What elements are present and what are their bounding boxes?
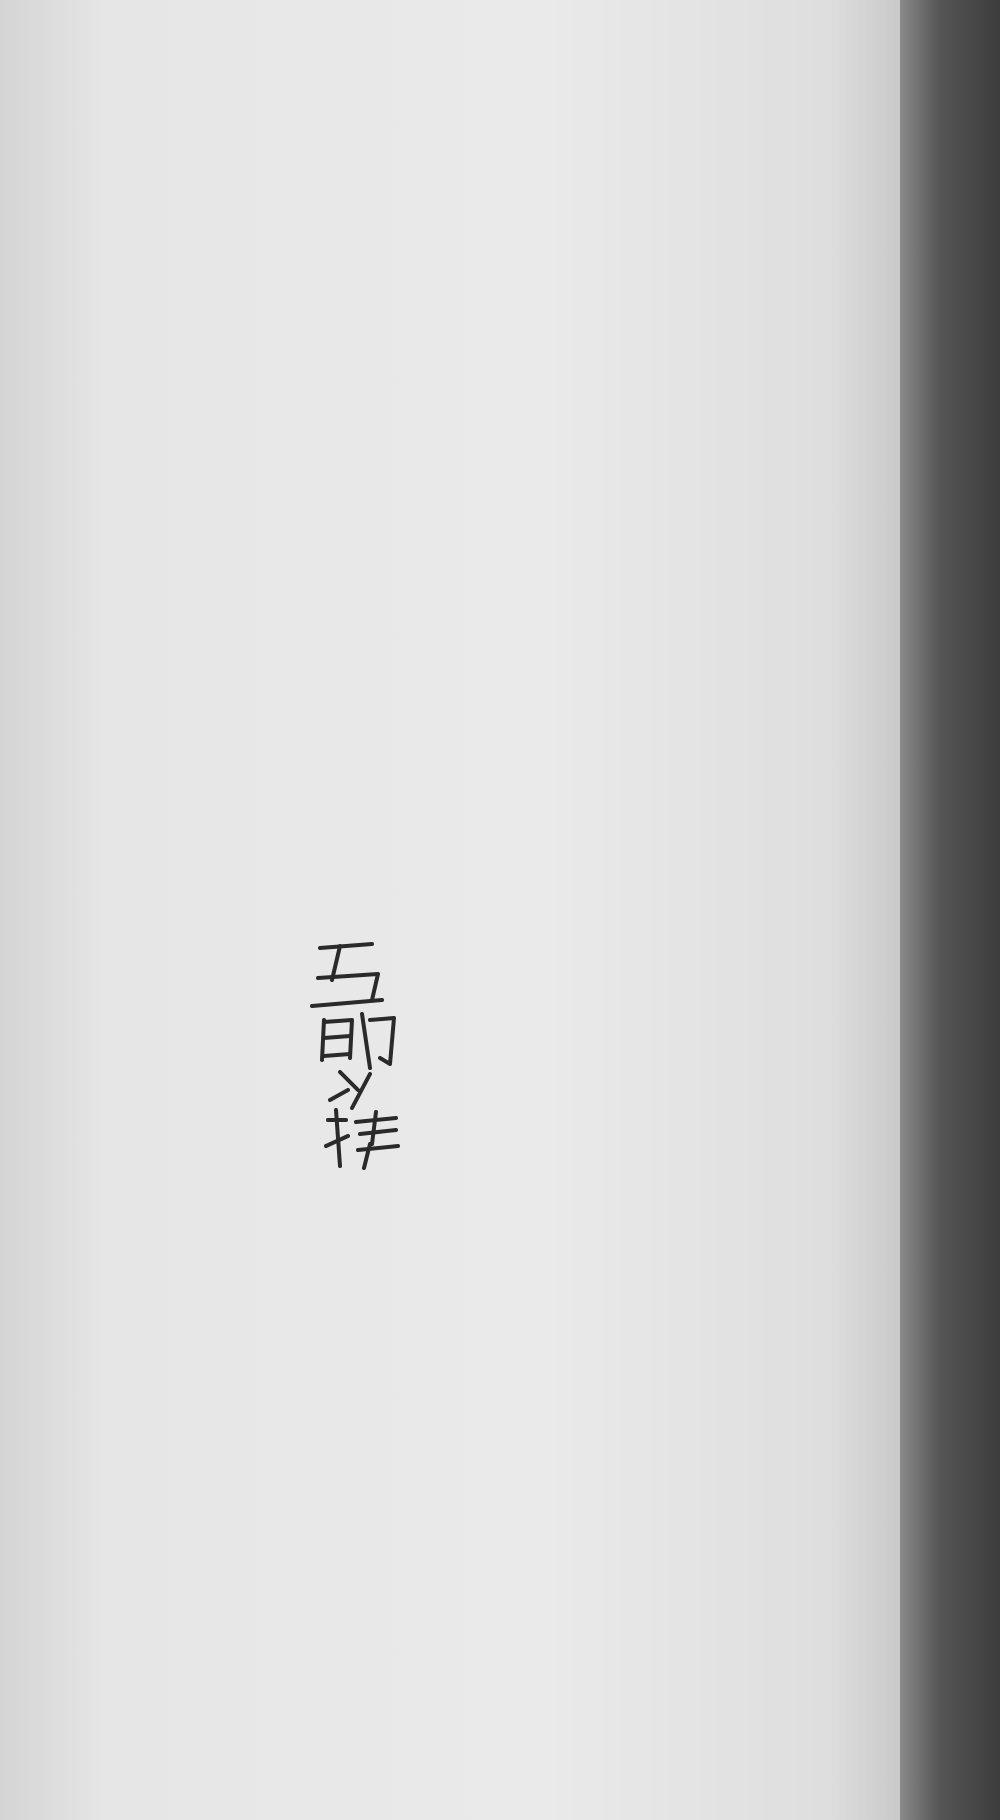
content-area: [88, 76, 848, 82]
watermark-logo: [770, 1760, 990, 1815]
handwritten-scribble-icon: [300, 940, 410, 1170]
page-edge-shadow: [900, 0, 1000, 1820]
